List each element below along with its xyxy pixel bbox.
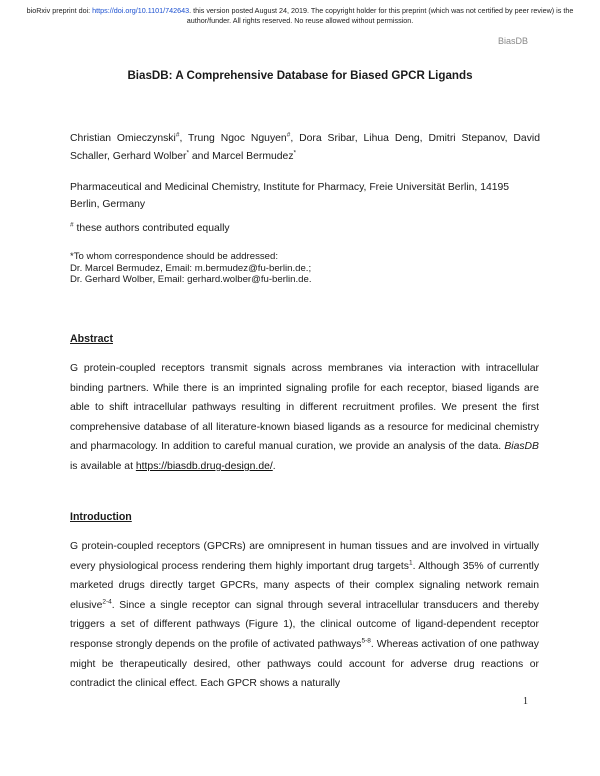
author-list <box>70 130 540 166</box>
page-number: 1 <box>523 696 528 707</box>
correspondence-line: *To whom correspondence should be addressed: <box>70 251 278 262</box>
abstract-heading: Abstract <box>70 333 113 345</box>
citation-ref: 1 <box>408 559 413 567</box>
introduction-heading: Introduction <box>70 511 132 523</box>
intro-sentence: . Whereas activation of one pathway might be therapeutically desired, other pathways could account for adverse drug reactions or contradict the clinical effect. Each GPCR shows a naturally <box>70 638 539 690</box>
disclaimer-prefix: bioRxiv preprint doi: <box>26 6 93 15</box>
abstract-sentence: . <box>272 460 276 472</box>
author-text: , Trung Ngoc Nguyen <box>179 133 287 144</box>
biasdb-link[interactable]: https://biasdb.drug-design.de/ <box>135 460 273 472</box>
equal-contribution-mark: # <box>286 131 291 139</box>
doi-link[interactable]: https://doi.org/10.1101/742643 <box>92 6 190 15</box>
intro-sentence: . Since a single receptor can signal through several intracellular transducers and thereby triggers a set of different pathways (Figure 1), the clinical outcome of ligand-dependent receptor response strongly depends on the profile of activated pathways <box>70 599 539 650</box>
affiliation: Pharmaceutical and Medicinal Chemistry, Institute for Pharmacy, Freie Universität Berlin, 14195 Berlin, Germany <box>70 182 510 210</box>
equal-contribution-mark: # <box>175 131 180 139</box>
citation-ref: 2-4 <box>102 598 112 606</box>
citation-ref: 5-8 <box>361 637 371 645</box>
abstract-text <box>70 359 539 477</box>
correspondence-email-bermudez: Dr. Marcel Bermudez, Email: m.bermudez@fu-berlin.de.; <box>70 262 312 274</box>
correspondence-block <box>70 251 540 286</box>
correspondence-email-wolber: Dr. Gerhard Wolber, Email: gerhard.wolber@fu-berlin.de. <box>70 274 312 285</box>
database-name: BiasDB <box>504 441 539 453</box>
corresponding-mark: * <box>186 149 189 157</box>
introduction-text <box>70 537 539 694</box>
author-text: and Marcel Bermudez <box>189 151 294 162</box>
equal-contribution-mark: # <box>70 221 74 229</box>
paper-title: BiasDB: A Comprehensive Database for Biased GPCR Ligands <box>127 69 473 82</box>
disclaimer-suffix: . this version posted August 24, 2019. The copyright holder for this preprint (which was not certified by peer review) is the author/funder. All rights reserved. No reuse allowed without permission. <box>186 6 574 25</box>
preprint-disclaimer <box>12 6 588 26</box>
contribution-text: these authors contributed equally <box>73 223 230 234</box>
corresponding-mark: * <box>293 149 297 157</box>
abstract-sentence: is available at <box>70 460 136 472</box>
author-text: Christian Omieczynski <box>70 133 176 144</box>
author-text: , Dora Sribar, Lihua Deng, Dmitri Stepanov, David Schaller, Gerhard Wolber <box>70 133 540 162</box>
abstract-sentence: G protein-coupled receptors transmit signals across membranes via interaction with intracellular binding partners. While there is an imprinted signaling profile for each receptor, biased ligands are able to shift intracellular pathways resulting in different recruitment profiles. We present the first comprehensive database of all literature-known biased ligands as a resource for medicinal chemistry and pharmacology. In addition to careful manual curation, we provide an analysis of the data. <box>70 363 539 453</box>
intro-sentence: . Although 35% of currently marketed drugs directly target GPCRs, many aspects of their complex signaling network remain elusive <box>70 560 540 611</box>
running-head: BiasDB <box>497 36 528 46</box>
contribution-note <box>70 222 540 236</box>
intro-sentence: G protein-coupled receptors (GPCRs) are omnipresent in human tissues and are involved in virtually every physiological process rendering them highly important drug targets <box>70 541 539 572</box>
